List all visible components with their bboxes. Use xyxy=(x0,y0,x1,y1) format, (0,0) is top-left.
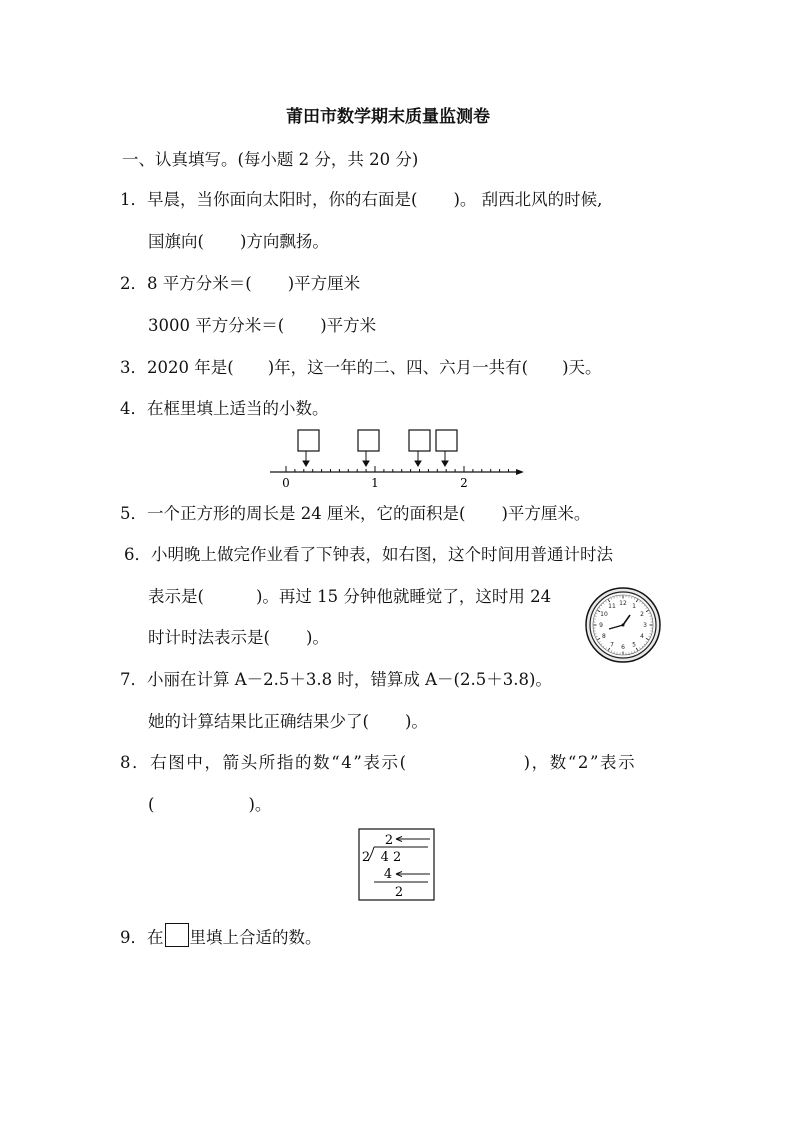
question-text: 右图中，箭头所指的数“4”表示( xyxy=(150,753,408,772)
question-text: 小丽在计算 A－2.5＋3.8 时，错算成 A－(2.5＋3.8)。 xyxy=(147,670,552,689)
clock-numeral: 11 xyxy=(608,603,616,611)
clock-center xyxy=(622,624,625,627)
question-6 xyxy=(124,544,613,566)
question-7 xyxy=(120,669,552,691)
question-number: 1． xyxy=(120,190,147,209)
clock-numeral: 1 xyxy=(632,603,636,611)
question-text: 她的计算结果比正确结果少了( xyxy=(148,712,369,731)
axis xyxy=(270,469,524,475)
question-7-line-2 xyxy=(148,711,428,733)
pointer-arrows xyxy=(303,451,448,466)
question-text: 3000 平方分米＝( xyxy=(148,316,285,335)
question-text: )方向飘扬。 xyxy=(239,232,329,251)
answer-box[interactable] xyxy=(409,430,430,451)
section-heading: 一、认真填写。(每小题 2 分，共 20 分) xyxy=(122,150,419,169)
question-text: )平方米 xyxy=(320,316,377,335)
question-2 xyxy=(120,273,360,295)
clock-numeral: 3 xyxy=(643,622,647,630)
clock-numeral: 6 xyxy=(621,644,625,652)
question-text: 8 平方分米＝( xyxy=(147,274,252,293)
page-title: 莆田市数学期末质量监测卷 xyxy=(286,107,490,127)
question-6-line-2 xyxy=(148,586,551,608)
question-text: 2020 年是( xyxy=(147,358,234,377)
division-remainder: 2 xyxy=(394,885,404,900)
question-text: 在 xyxy=(147,928,164,947)
clock-numeral: 7 xyxy=(610,641,614,649)
question-text: )。 刮西北风的时候, xyxy=(453,190,603,209)
division-quotient: 2 xyxy=(384,833,394,848)
question-number: 4． xyxy=(120,399,147,418)
tick-label-1: 1 xyxy=(371,476,379,490)
clock-numeral: 12 xyxy=(619,600,627,608)
question-number: 9． xyxy=(120,928,147,947)
question-text: 一个正方形的周长是 24 厘米，它的面积是( xyxy=(147,504,466,523)
tick-label-2: 2 xyxy=(460,476,468,490)
clock-image xyxy=(584,586,662,664)
question-text: 表示是( xyxy=(148,587,204,606)
question-text: )。 xyxy=(248,795,272,814)
question-text: )天。 xyxy=(562,358,602,377)
answer-box[interactable] xyxy=(165,923,189,947)
question-number: 8． xyxy=(120,753,151,772)
question-text: ( xyxy=(148,795,155,814)
question-text: 小明晚上做完作业看了下钟表，如右图，这个时间用普通计时法 xyxy=(151,545,613,564)
question-text: )。 xyxy=(404,712,428,731)
question-text: )平方厘米 xyxy=(287,274,361,293)
question-text: 里填上合适的数。 xyxy=(189,928,322,947)
clock-numeral: 2 xyxy=(640,611,644,619)
question-text: 国旗向( xyxy=(148,232,204,251)
question-8-line-2 xyxy=(148,794,271,816)
division-divisor: 2 xyxy=(361,850,371,865)
question-5 xyxy=(120,503,590,525)
question-number: 5． xyxy=(120,504,147,523)
axis-ticks xyxy=(286,466,509,472)
question-text: 在框里填上适当的小数。 xyxy=(147,399,329,418)
question-number: 2． xyxy=(120,274,147,293)
question-text: )年，这一年的二、四、六月一共有( xyxy=(267,358,529,377)
question-3 xyxy=(120,357,602,379)
long-division-figure xyxy=(358,828,436,902)
answer-box[interactable] xyxy=(436,430,457,451)
clock-numeral: 10 xyxy=(600,611,608,619)
question-1 xyxy=(120,189,602,211)
question-text: )，数“2”表示 xyxy=(523,753,637,772)
question-9 xyxy=(120,923,322,949)
division-product: 4 xyxy=(383,867,393,882)
question-text: 时计时法表示是( xyxy=(148,628,270,647)
division-dividend: 4 2 xyxy=(380,850,402,865)
number-line-figure xyxy=(262,428,532,490)
answer-box[interactable] xyxy=(358,430,379,451)
clock-numeral: 5 xyxy=(632,641,636,649)
question-2-line-2 xyxy=(148,315,376,337)
question-1-line-2 xyxy=(148,231,329,253)
question-text: )平方厘米。 xyxy=(501,504,591,523)
tick-label-0: 0 xyxy=(282,476,290,490)
question-number: 6． xyxy=(124,545,151,564)
clock-numeral: 4 xyxy=(640,633,644,641)
question-number: 3． xyxy=(120,358,147,377)
question-text: 早晨，当你面向太阳时，你的右面是( xyxy=(147,190,418,209)
question-text: )。 xyxy=(305,628,329,647)
question-8 xyxy=(120,752,636,774)
question-4 xyxy=(120,398,329,420)
clock-numeral: 9 xyxy=(599,622,603,630)
question-text: )。再过 15 分钟他就睡觉了，这时用 24 xyxy=(255,587,552,606)
answer-box[interactable] xyxy=(298,430,319,451)
question-6-line-3 xyxy=(148,627,329,649)
clock-numeral: 8 xyxy=(602,633,606,641)
question-number: 7． xyxy=(120,670,147,689)
